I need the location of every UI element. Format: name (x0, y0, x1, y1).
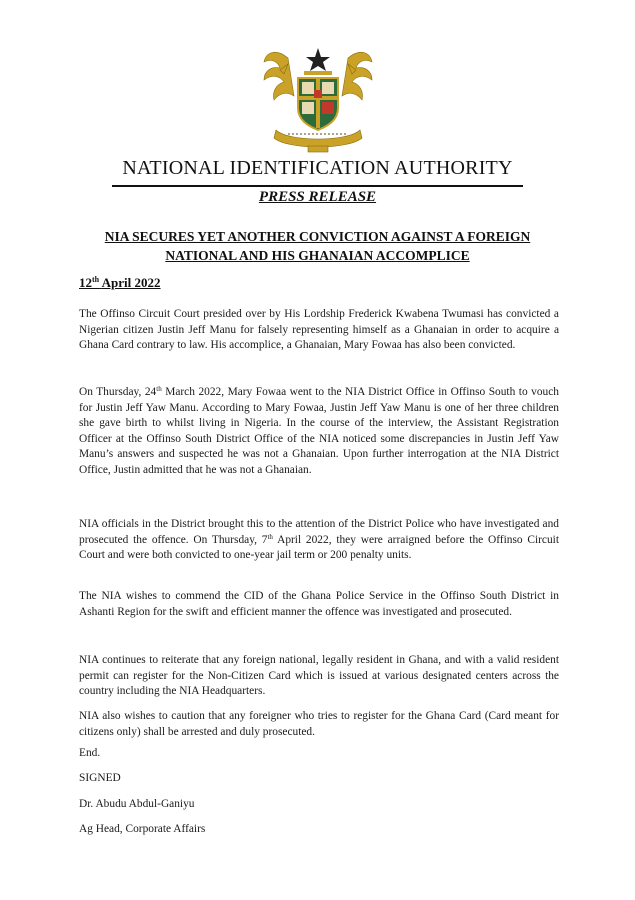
header-divider (112, 185, 523, 187)
paragraph-2-rest: March 2022, Mary Fowaa went to the NIA District Office in Offinso South to vouch for Justin Jeff Yaw Manu. According to Mary Fowaa, Justin Jeff Yaw Manu is one of her three children she gave birth to whilst living in Nigeria. In the course of the interview, the Assistant Registration Officer at the Offinso South District Office of the NIA noticed some discrepancies in Justin Jeff Yaw Manu’s answers and suspected he was not a Ghanaian. Upon further interrogation at the NIA District Office, Justin admitted that he was not a Ghanaian. (79, 386, 559, 476)
closing-end: End. (79, 747, 101, 759)
headline-line-1: NIA SECURES YET ANOTHER CONVICTION AGAINST A FOREIGN (104, 229, 531, 244)
paragraph-3 (79, 517, 559, 564)
headline (70, 227, 565, 265)
paragraph-5: NIA continues to reiterate that any foreign national, legally resident in Ghana, and with a valid resident permit can register for the Non-Citizen Card which is issued at various designated centers across the country including the NIA Headquarters. (79, 654, 559, 698)
paragraph-1: The Offinso Circuit Court presided over by His Lordship Frederick Kwabena Twumasi has convicted a Nigerian citizen Justin Jeff Manu for falsely representing himself as a Ghanaian in order to acquire a Ghana Card contrary to law. His accomplice, a Ghanaian, Mary Fowaa has also been convicted. (79, 308, 559, 352)
date-rest: April 2022 (101, 275, 161, 290)
ghana-coat-of-arms-icon (258, 38, 378, 156)
signer-role: Ag Head, Corporate Affairs (79, 823, 206, 835)
organization-title: NATIONAL IDENTIFICATION AUTHORITY (122, 157, 513, 179)
release-date (79, 275, 161, 291)
closing-signed: SIGNED (79, 772, 121, 784)
document-type-label: PRESS RELEASE (258, 189, 377, 205)
paragraph-2-sup: th (156, 385, 162, 393)
paragraph-3-start: NIA officials in the District brought this to the attention of the District Police who have investigated and prosecuted the offence. On Thursday, 7 (79, 518, 559, 546)
signer-name: Dr. Abudu Abdul-Ganiyu (79, 798, 195, 810)
paragraph-6: NIA also wishes to caution that any foreigner who tries to register for the Ghana Card (Card meant for citizens only) shall be arrested and duly prosecuted. (79, 710, 559, 738)
date-suffix: th (92, 275, 100, 284)
headline-line-2: NATIONAL AND HIS GHANAIAN ACCOMPLICE (165, 248, 470, 263)
paragraph-4: The NIA wishes to commend the CID of the Ghana Police Service in the Offinso South District in Ashanti Region for the swift and efficient manner the offence was investigated and prosecuted. (79, 590, 559, 618)
date-day: 12 (79, 275, 92, 290)
paragraph-2 (79, 385, 559, 479)
paragraph-2-start: On Thursday, 24 (79, 386, 157, 398)
paragraph-3-rest: April 2022, they were arraigned before the Offinso Circuit Court and were both convicted to one-year jail term or 200 penalty units. (79, 533, 559, 562)
paragraph-3-sup: th (267, 532, 273, 541)
